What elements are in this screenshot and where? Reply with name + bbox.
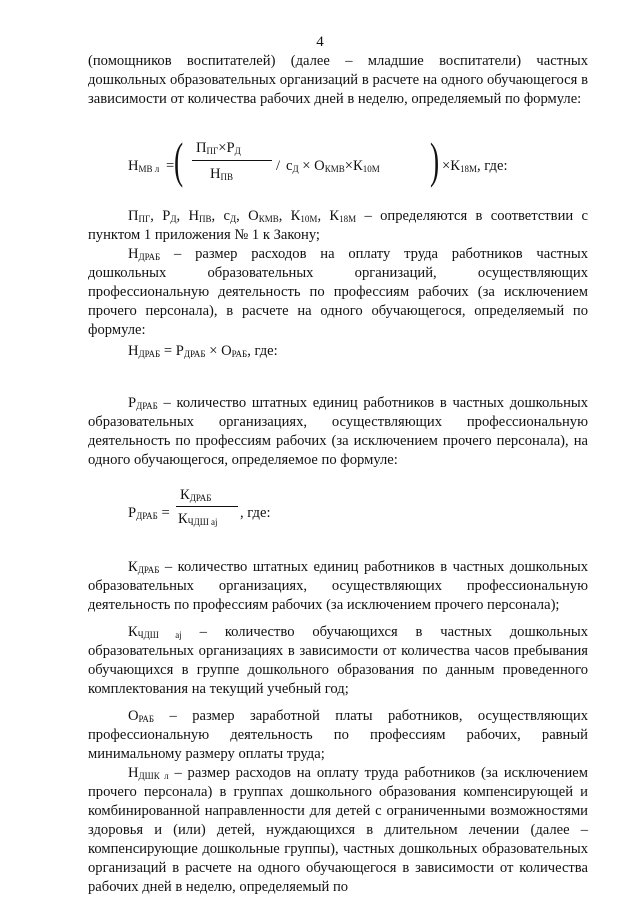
formula-expression: $Н_{ДРАБ} = Р_{ДРАБ} \times О_{РАБ}$, где: <box>128 343 278 359</box>
paragraph-6: $К_{ЧДШ аj}$ – количество обучающихся в частных дошкольных образовательных организациях в зависимости от количества часов пребывания обучающихся в группе дошкольного образования по данным проведенного комплектования на текущий учебный год; <box>88 624 589 697</box>
paragraph-4: $Р_{ДРАБ}$ – количество штатных единиц работников в частных дошкольных образовательных организациях, осуществляющих профессиональную деятельность по профессиям рабочих (за исключением прочего персонала), на одного обучающегося, определяемое по формуле: <box>88 395 588 468</box>
formula-rdrab <box>88 486 588 542</box>
fraction-bar <box>176 506 238 507</box>
formula-lhs: $Н_{МВ л}$ <box>128 158 160 174</box>
formula-nmv <box>88 127 588 207</box>
formula-slash: / <box>276 158 281 174</box>
paragraph-7: $О_{РАБ}$ – размер заработной платы работников, осуществляющих профессиональную деятельность по профессиям рабочих, равный минимальному размеру оплаты труда; <box>88 708 588 762</box>
formula-tail: , где: <box>240 505 271 521</box>
fraction-numerator: $П_{ПГ}\times Р_Д$ <box>196 140 241 156</box>
fraction-numerator: $К_{ДРАБ}$ <box>180 487 212 503</box>
formula-multipliers: $с_Д \times О_{КМВ}\times К_{10М}$ <box>286 158 380 174</box>
formula-ndrab <box>88 340 588 366</box>
fraction-bar <box>192 160 272 161</box>
right-paren: ) <box>430 132 440 188</box>
paragraph-2: $П_{ПГ}$, $Р_Д$, $Н_{ПВ}$, $с_Д$, $О_{КМВ}$, $К_{10М}$, $К_{18М}$ – определяются в соответствии с пунктом 1 приложения № 1 к Закону; <box>88 208 589 243</box>
formula-lhs: $Р_{ДРАБ}$ = <box>128 505 170 521</box>
paragraph-1: (помощников воспитателей) (далее – младшие воспитатели) частных дошкольных образовательных организаций в расчете на одного обучающегося в зависимости от количества рабочих дней в неделю, определяемый по формуле: <box>88 53 588 107</box>
paragraph-8: $Н_{ДШК л}$ – размер расходов на оплату труда работников (за исключением прочего персонала) в группах дошкольного образования компенсирующей и комбинированной направленности для детей с ограниченными возможностями здоровья и (или) детей, нуждающихся в длительном лечении (далее – компенсирующие дошкольные группы), частных дошкольных образовательных организаций в расчете на одного обучающегося в зависимости от количества рабочих дней в неделю, определяемый по <box>88 765 588 895</box>
formula-tail: $\times К_{18М}$, где: <box>442 158 508 174</box>
paragraph-3: $Н_{ДРАБ}$ – размер расходов на оплату труда работников частных дошкольных образовательных организаций, осуществляющих профессиональную деятельность по профессиям рабочих (за исключением прочего персонала), в расчете на одного обучающегося, определяемый по формуле: <box>88 246 588 338</box>
fraction-denominator: $Н_{ПВ}$ <box>210 166 234 182</box>
page-content <box>88 52 588 897</box>
fraction-denominator: $К_{ЧДШ аj}$ <box>178 511 218 527</box>
page-number: 4 <box>316 34 324 50</box>
formula-equals: = <box>166 158 175 174</box>
left-paren: ( <box>174 132 184 188</box>
paragraph-5: $К_{ДРАБ}$ – количество штатных единиц работников в частных дошкольных образовательных организациях, осуществляющих профессиональную деятельность по профессиям рабочих (за исключением прочего персонала); <box>88 559 588 613</box>
